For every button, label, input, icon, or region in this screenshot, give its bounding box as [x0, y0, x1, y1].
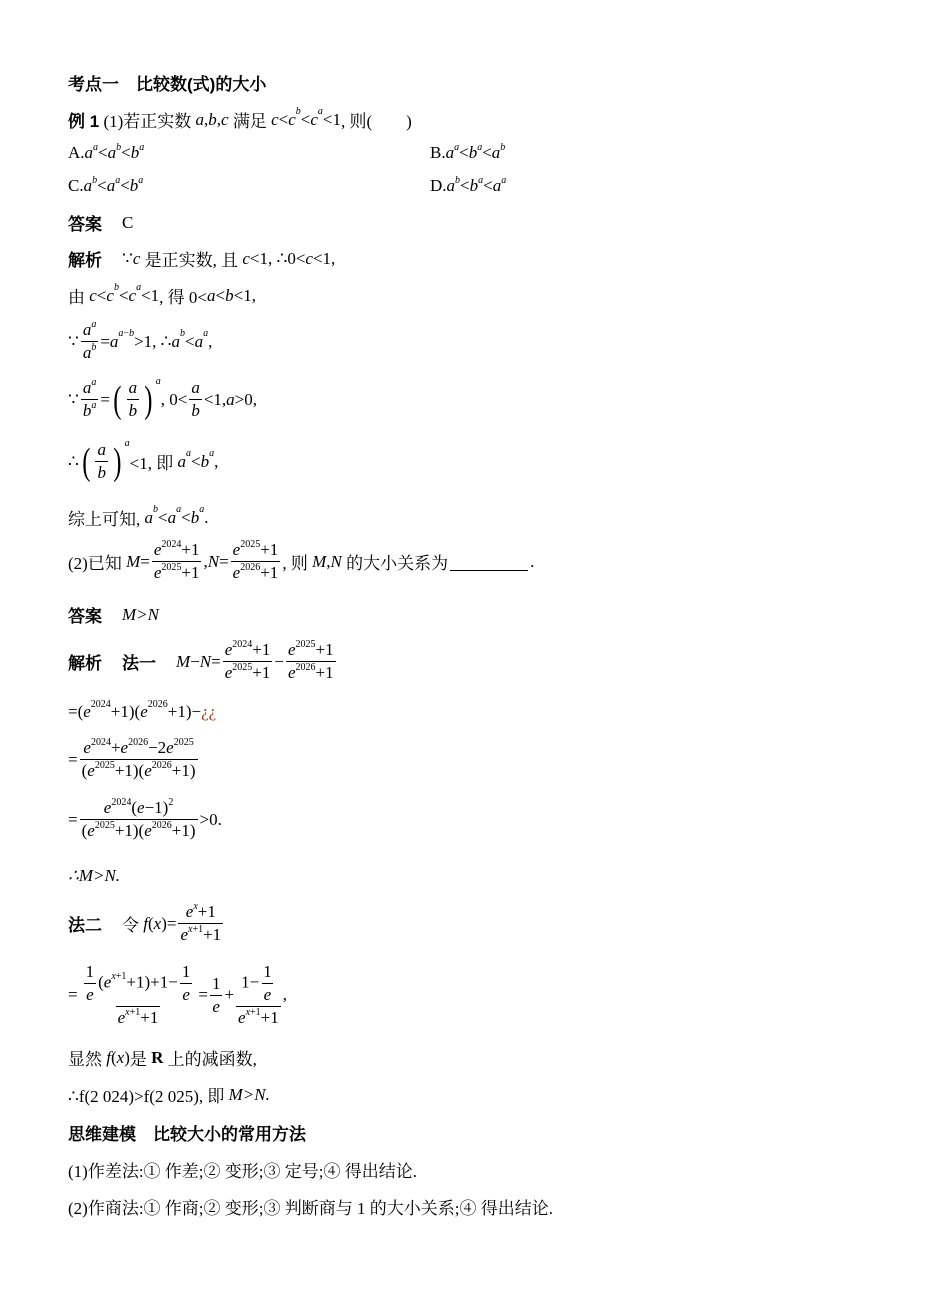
method-1-line-4: = $\frac{e^{2024}(e-1)^2}{(e^{2025}+1)(e^{2026}+1)}$ >0. — [68, 797, 222, 840]
option-a: $A.a^a<a^b<b^a$ — [68, 142, 145, 162]
option-d: $D.a^b<b^a<a^a$ — [430, 175, 507, 195]
method-2-line-3: 显然 f ( x ) 是 R 上的减函数, — [68, 1047, 257, 1069]
analysis-line-3: ∵ $\frac{a^a}{a^b}$ = a $^{a -b}$ >1, ∴ a $^b$ < a $^a$ , — [68, 319, 213, 362]
summary-line-2: (2)作商法:① 作商;② 变形;③ 判断商与 1 的大小关系;④ 得出结论. — [68, 1199, 553, 1218]
analysis-line-1: 解析 ∵ c 是正实数, 且 c <1, ∴0< c <1, — [68, 248, 336, 270]
method-1-line-3: = $\frac{e^{2024}+e^{2026}-2e^{2025}}{(e^{2025}+1)(e^{2026}+1)}$ — [68, 737, 196, 780]
summary-title: 思维建模 比较大小的常用方法 — [68, 1125, 306, 1144]
answer-2: 答案 M>N — [68, 604, 159, 626]
option-c: $C.a^b<a^a<b^a$ — [68, 175, 144, 195]
analysis-line-5: ∴ ( $\frac{a}{b}$ ) $^a$ <1, 即 a $^a$ < b $^a$ , — [68, 438, 219, 483]
option-b: $B.a^a<b^a<a^b$ — [430, 142, 506, 162]
analysis-line-4: ∵ $\frac{a^a}{b^a}$ = ( $\frac{a}{b}$ ) $^a$ , 0< $\frac{a}{b}$ <1, a >0, — [68, 376, 258, 421]
method-1-line-1: 解析 法一 M − N = $\frac{e^{2024}+1}{e^{2025}+1}$ − $\frac{e^{2025}+1}{e^{2026}+1}$ — [68, 639, 334, 682]
answer-1: 答案 C — [68, 212, 134, 234]
method-1-conclusion: ∴M>N. — [68, 866, 121, 885]
answer-blank — [450, 553, 528, 571]
method-2-line-1: 法二 令 f ( x )= $\frac{e^x+1}{e^{x+1}+1}$ — [68, 901, 222, 944]
analysis-line-6: 综上可知, a $^b$ < a $^a$ < b $^a$ . — [68, 504, 209, 529]
method-2-line-4: ∴f(2 024)>f(2 025), 即 M>N. — [68, 1084, 270, 1106]
example-1-part-2: (2)已知 M = $\frac{e^{2024}+1}{e^{2025}+1}$ , N = $\frac{e^{2025}+1}{e^{2026}+1}$ , 则 M , N 的大小关系为 . — [68, 539, 535, 582]
example-1-part-1: 例 1 (1)若正实数 a , b , c 满足 c < c $^b$ < c $^a$ <1 , 则( ) — [68, 106, 412, 131]
analysis-line-2: 由 c < c $^b$ < c $^a$ <1 , 得 0< a < b <1, — [68, 282, 256, 307]
method-1-line-2: =( e $^{2024}$ +1)( e $^{2026}$ +1)− ¿¿ — [68, 698, 217, 721]
method-2-line-2: = $\frac{1}{e}$ $(e^{x+1}+1)+1-$ $\frac{1}{e}$ $e^{x+1}+1$ = $\frac{1}{e}$ + 1− $\frac{1}{e}$ $e^{x+1}+1$ , — [68, 962, 288, 1027]
summary-line-1: (1)作差法:① 作差;② 变形;③ 定号;④ 得出结论. — [68, 1162, 417, 1181]
section-heading: 考点一 比较数(式)的大小 — [68, 75, 267, 94]
